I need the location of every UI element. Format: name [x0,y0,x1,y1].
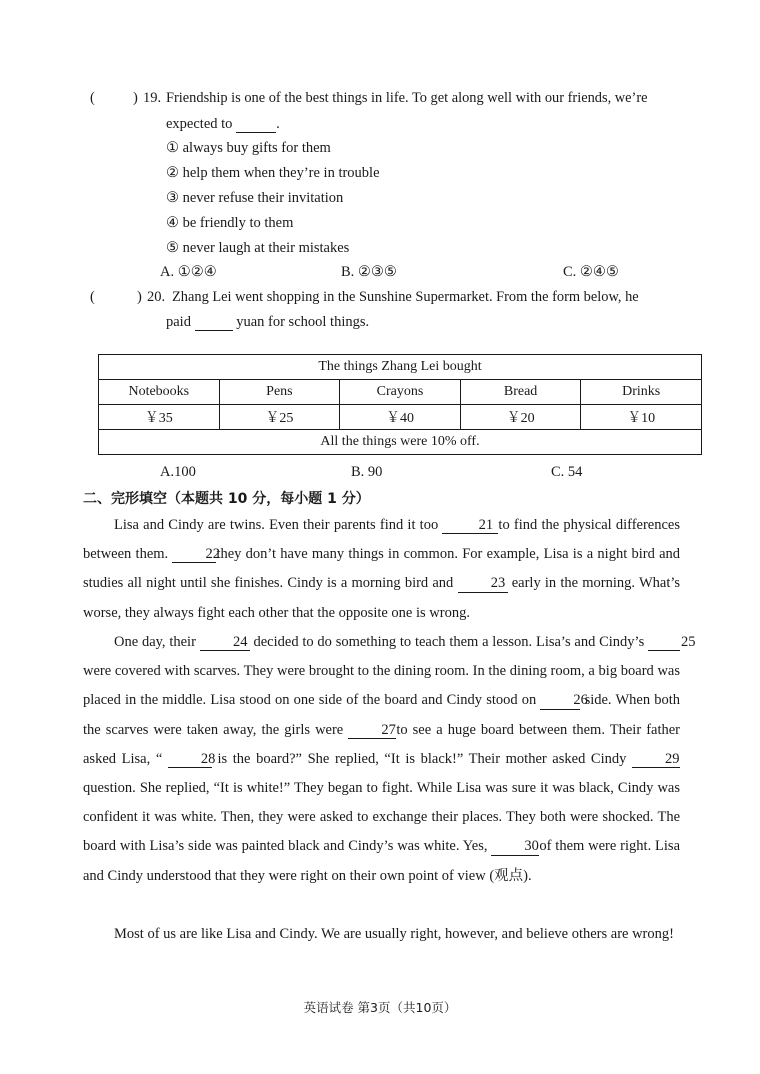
page-footer: 英语试卷 第3页（共10页） [303,1000,457,1015]
q19-stem-line1: Friendship is one of the best things in life. To get along well with our friends, we’re [166,90,648,106]
passage-text: early in the morning. What’s worse, they always fight each other that the opposite one is wrong. [83,575,681,621]
q20-close-paren: ) [137,289,142,305]
table-header-cell: Drinks [581,380,702,405]
blank-26[interactable]: 26 [540,693,580,709]
q19-open-paren: ( [90,90,95,106]
blank-27[interactable]: 27 [348,723,396,739]
q19-item-3: ③ never refuse their invitation [166,190,344,206]
passage-text: to see a huge board between them. Their father asked Lisa, “ [83,721,681,767]
passage-paragraph-2 [83,628,696,891]
table-header-row [99,380,702,405]
q20-choice-a[interactable]: A.100 [160,464,196,480]
table-title: The things Zhang Lei bought [99,355,702,380]
q19-choice-c[interactable]: C. ②④⑤ [563,264,619,280]
q19-stem-line2-suffix: . [276,116,280,132]
q20-choice-c[interactable]: C. 54 [551,464,583,480]
table-header-cell: Pens [219,380,340,405]
passage-text: of them were right. Lisa and Cindy understood that they were right on their own point of view (观点). [83,838,681,884]
passage-text: Lisa and Cindy are twins. Even their parents find it too [114,517,439,533]
section-heading: 二、完形填空（本题共 10 分，每小题 1 分） [83,491,370,507]
q19-answer-blank [236,117,276,133]
shopping-form-table [98,354,702,455]
table-price-cell: ￥40 [340,405,461,430]
q20-answer-blank [195,315,233,331]
table-header-cell: Bread [460,380,581,405]
q20-choice-b[interactable]: B. 90 [351,464,383,480]
passage-text: were covered with scarves. They were brought to the dining room. In the dining room, a big board was placed in the middle. Lisa stood on one side of the board and Cindy stood on [83,663,680,709]
passage-paragraph-1 [83,511,680,628]
table-note: All the things were 10% off. [99,430,702,455]
q19-stem-line2-prefix: expected to [166,116,233,132]
passage-text: One day, their [114,634,196,650]
q19-number: 19. [143,90,162,106]
blank-23[interactable]: 23 [458,576,508,592]
table-price-cell: ￥25 [219,405,340,430]
q19-item-5: ⑤ never laugh at their mistakes [166,240,350,256]
q19-choice-a[interactable]: A. ①②④ [160,264,217,280]
table-header-cell: Crayons [340,380,461,405]
q19-choice-b[interactable]: B. ②③⑤ [341,264,397,280]
passage-text: they don’t have many things in common. For example, Lisa is a night bird and studies all night until she finishes. Cindy is a morning bird and [83,546,681,592]
table-price-row [99,405,702,430]
q19-stem-line2 [166,116,280,133]
q19-close-paren: ) [133,90,138,106]
passage-paragraph-3 [83,920,680,949]
q20-stem-line2-suffix: yuan for school things. [236,314,370,330]
table-header-cell: Notebooks [99,380,220,405]
q20-stem-line1: Zhang Lei went shopping in the Sunshine Supermarket. From the form below, he [172,289,639,305]
passage-text: question. She replied, “It is white!” They began to fight. While Lisa was sure it was black, Cindy was confident it was white. Then, they were asked to exchange their places. They both were shocked. The board with Lisa’s side was painted black and Cindy’s was white. Yes, [83,780,680,855]
blank-21[interactable]: 21 [442,518,498,534]
blank-25[interactable]: 25 [648,635,680,651]
passage-text: to find the physical differences between them. [83,517,681,563]
passage-text: side. When both the scarves were taken away, the girls were [83,692,680,738]
q19-item-2: ② help them when they’re in trouble [166,165,380,181]
table-title-row [99,355,702,380]
blank-28[interactable]: 28 [168,752,212,768]
blank-30[interactable]: 30 [491,839,539,855]
q20-stem-line2-prefix: paid [166,314,191,330]
q19-item-1: ① always buy gifts for them [166,140,331,156]
blank-29[interactable]: 29 [632,752,680,768]
table-note-row [99,430,702,455]
passage-text: Most of us are like Lisa and Cindy. We are usually right, however, and believe others are wrong! [114,926,674,942]
table-price-cell: ￥10 [581,405,702,430]
blank-22[interactable]: 22 [172,547,216,563]
table-price-cell: ￥35 [99,405,220,430]
table-price-cell: ￥20 [460,405,581,430]
q19-item-4: ④ be friendly to them [166,215,294,231]
passage-text: decided to do something to teach them a lesson. Lisa’s and Cindy’s [253,634,645,650]
q20-open-paren: ( [90,289,95,305]
blank-24[interactable]: 24 [200,635,250,651]
passage-text: is the board?” She replied, “It is black!” Their mother asked Cindy [217,750,627,767]
q20-stem-line2 [166,314,369,331]
q20-number: 20. [147,289,166,305]
